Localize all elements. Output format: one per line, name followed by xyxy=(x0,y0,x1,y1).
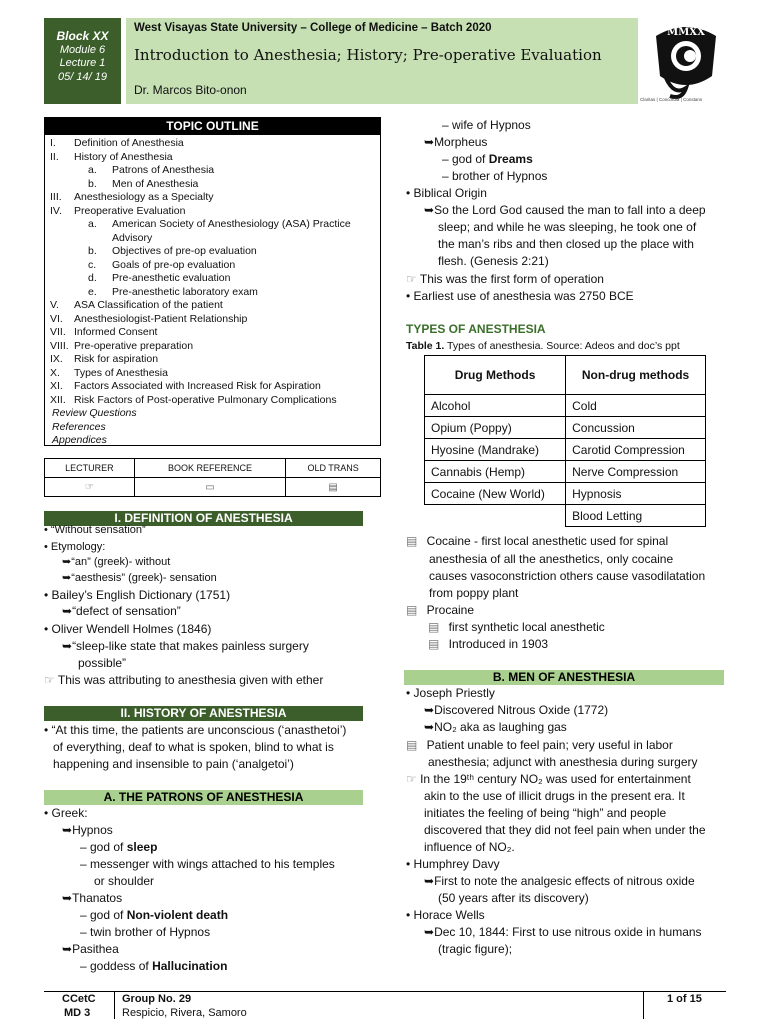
morpheus-desc-prefix: – god of xyxy=(442,152,489,166)
footer-divider xyxy=(44,991,726,992)
thanatos-desc-2: – twin brother of Hypnos xyxy=(80,925,211,939)
outline-item-label: ASA Classification of the patient xyxy=(74,299,223,311)
pasithea-label: Pasithea xyxy=(72,942,119,956)
legend-old-trans: OLD TRANS xyxy=(286,459,381,478)
pasithea-desc-prefix: – goddess of xyxy=(80,959,153,973)
morpheus-label: Morpheus xyxy=(434,135,488,149)
outline-item-number: XI. xyxy=(50,380,63,392)
arrow-icon: ➥ xyxy=(62,639,73,653)
outline-item-label: Pre-operative preparation xyxy=(74,339,194,352)
outline-item xyxy=(50,380,321,394)
table-row xyxy=(425,417,706,439)
outline-item-number: b. xyxy=(88,177,97,190)
outline-item-number: a. xyxy=(88,218,97,230)
no2-note-2: akin to the use of illicit drugs in the present era. It xyxy=(424,789,685,803)
davy-desc-1: First to note the analgesic effects of nitrous oxide xyxy=(434,874,695,888)
arrow-icon: ➥ xyxy=(62,823,73,837)
outline-item-number: III. xyxy=(50,191,62,203)
thanatos-desc-bold: Non-violent death xyxy=(126,908,229,922)
no2-note-4: discovered that they did not feel pain when under the xyxy=(424,823,706,837)
column-header-drug: Drug Methods xyxy=(425,356,566,395)
outline-item xyxy=(50,299,223,313)
table-caption-label: Table 1. xyxy=(406,340,445,352)
outline-item-label: Goals of pre-op evaluation xyxy=(112,258,236,271)
page-number: 1 of 15 xyxy=(667,993,702,1005)
table-cell xyxy=(425,505,566,527)
legend-book-reference: BOOK REFERENCE xyxy=(134,459,286,478)
arrow-icon: ➥ xyxy=(424,135,435,149)
wells-label: • Horace Wells xyxy=(406,908,485,922)
outline-item-number: I. xyxy=(50,137,56,149)
document-icon: ▤ xyxy=(428,620,443,634)
outline-item-label: Appendices xyxy=(52,434,107,446)
batch-logo-icon xyxy=(652,16,720,106)
outline-item-number: b. xyxy=(88,245,97,257)
footer-members: Respicio, Rivera, Samoro xyxy=(122,1007,247,1019)
table-cell: Hyosine (Mandrake) xyxy=(425,439,566,461)
outline-item xyxy=(50,353,158,367)
outline-item xyxy=(50,367,168,381)
holmes-quote-cont: possible” xyxy=(78,656,127,670)
outline-item xyxy=(50,137,184,151)
pasithea-desc-bold: Hallucination xyxy=(152,959,228,973)
table-row xyxy=(425,461,706,483)
ether-note: This was attributing to anesthesia given with ether xyxy=(57,673,324,687)
outline-item xyxy=(88,286,258,300)
wells-desc-2: (tragic figure); xyxy=(438,942,513,956)
cocaine-line-2: anesthesia of all the anesthetics, only cocaine xyxy=(429,552,674,566)
history-line-2: of everything, deaf to what is spoken, blind to what is xyxy=(53,740,334,754)
outline-item-number: II. xyxy=(50,150,59,163)
outline-item-number: IX. xyxy=(50,353,63,365)
genesis-line-2: sleep; and while he was sleeping, he took one of xyxy=(438,220,697,234)
thanatos-desc-prefix: – god of xyxy=(80,908,127,922)
genesis-line-4: flesh. (Genesis 2:21) xyxy=(438,254,549,268)
hand-pointer-icon: ☞ xyxy=(406,272,420,286)
column-header-nondrug: Non-drug methods xyxy=(566,356,706,395)
biblical-label: • Biblical Origin xyxy=(406,186,487,200)
logo-text: MMXX xyxy=(667,27,705,38)
outline-item-number: VII. xyxy=(50,326,66,338)
arrow-icon: ➥ xyxy=(424,925,435,939)
module-label: Module 6 xyxy=(59,43,106,56)
holmes-line: • Oliver Wendell Holmes (1846) xyxy=(44,622,212,636)
arrow-icon: ➥ xyxy=(62,604,73,618)
hypnos-desc-2: – messenger with wings attached to his temples xyxy=(80,857,335,871)
arrow-icon: ➥ xyxy=(424,703,435,717)
etymology-an: “an” (greek)- without xyxy=(71,556,171,568)
lecture-date: 05/ 14/ 19 xyxy=(58,70,107,83)
no2-note-1: In the 19ᵗʰ century NO₂ was used for entertainment xyxy=(420,772,691,786)
outline-item xyxy=(88,218,351,232)
table-row xyxy=(425,439,706,461)
document-icon: ▤ xyxy=(406,534,421,548)
arrow-icon: ➥ xyxy=(62,942,73,956)
first-operation-note: This was the first form of operation xyxy=(419,272,604,286)
outline-item-label: Anesthesiologist-Patient Relationship xyxy=(74,312,248,325)
table-cell: Concussion xyxy=(566,417,706,439)
outline-item-label: Anesthesiology as a Specialty xyxy=(74,191,214,203)
document-icon: ▤ xyxy=(428,637,443,651)
outline-item-label: Informed Consent xyxy=(74,326,158,338)
table-cell: Cold xyxy=(566,395,706,417)
holmes-quote: “sleep-like state that makes painless surgery xyxy=(72,639,309,653)
hypnos-desc-bold: sleep xyxy=(126,840,158,854)
outline-item-number: IV. xyxy=(50,204,62,217)
genesis-line-1: So the Lord God caused the man to fall into a deep xyxy=(434,203,706,217)
arrow-icon: ➥ xyxy=(62,572,72,584)
outline-item xyxy=(88,232,152,246)
outline-item xyxy=(52,434,107,448)
outline-item xyxy=(88,164,214,178)
outline-item-label: Pre-anesthetic laboratory exam xyxy=(112,285,258,298)
outline-item-number: d. xyxy=(88,272,97,284)
hand-pointer-icon: ☞ xyxy=(84,481,94,493)
outline-item-label: Factors Associated with Increased Risk for Aspiration xyxy=(74,380,321,392)
table-cell: Cannabis (Hemp) xyxy=(425,461,566,483)
outline-item xyxy=(88,272,231,286)
logo-caption: Claritas | Concordia | Constans xyxy=(640,97,703,102)
pasithea-desc-2: – wife of Hypnos xyxy=(442,118,531,132)
table-cell: Carotid Compression xyxy=(566,439,706,461)
document-icon: ▤ xyxy=(406,738,421,752)
outline-item xyxy=(50,326,157,340)
outline-item-label: Risk for aspiration xyxy=(74,353,159,365)
outline-item-label: Risk Factors of Post-operative Pulmonary Complications xyxy=(74,393,337,406)
page-title: Introduction to Anesthesia; History; Pre-operative Evaluation xyxy=(134,46,602,64)
greek-label: • Greek: xyxy=(44,806,88,820)
outline-item-label: Men of Anesthesia xyxy=(112,177,199,190)
section-definition-header: I. DEFINITION OF ANESTHESIA xyxy=(44,511,363,526)
bailey-line: • Bailey’s English Dictionary (1751) xyxy=(44,588,231,602)
table-row xyxy=(425,505,706,527)
cocaine-line-3: causes vasoconstriction others cause vasodilatation xyxy=(429,569,706,583)
outline-item-number: e. xyxy=(88,285,97,298)
outline-item-label: Preoperative Evaluation xyxy=(74,204,186,217)
cocaine-line-1: Cocaine - first local anesthetic used for spinal xyxy=(426,534,669,548)
block-info-box xyxy=(44,18,121,104)
outline-item xyxy=(50,340,193,354)
types-heading: TYPES OF ANESTHESIA xyxy=(406,322,546,336)
outline-item-label: Types of Anesthesia xyxy=(74,366,168,379)
footer-md: MD 3 xyxy=(64,1007,91,1019)
footer-group: Group No. 29 xyxy=(122,993,192,1005)
table-row xyxy=(425,395,706,417)
arrow-icon: ➥ xyxy=(424,720,435,734)
outline-item-label: Review Questions xyxy=(52,407,137,419)
procaine-desc-1: first synthetic local anesthetic xyxy=(448,620,605,634)
outline-item-label: American Society of Anesthesiology (ASA) Practice xyxy=(112,218,351,230)
university-line: West Visayas State University – College of Medicine – Batch 2020 xyxy=(134,22,492,34)
priestly-label: • Joseph Priestly xyxy=(406,686,495,700)
section-men-header: B. MEN OF ANESTHESIA xyxy=(404,670,724,685)
hand-pointer-icon: ☞ xyxy=(406,772,421,786)
table-row xyxy=(425,483,706,505)
topic-outline xyxy=(44,117,381,446)
hypnos-desc-3: or shoulder xyxy=(94,874,155,888)
document-icon: ▤ xyxy=(406,603,421,617)
priestly-desc-2: NO₂ aka as laughing gas xyxy=(434,720,567,734)
outline-item xyxy=(50,313,247,327)
hand-pointer-icon: ☞ xyxy=(44,673,58,687)
arrow-icon: ➥ xyxy=(424,874,435,888)
section-patrons-header: A. THE PATRONS OF ANESTHESIA xyxy=(44,790,363,805)
table-cell: Blood Letting xyxy=(566,505,706,527)
outline-item-number: V. xyxy=(50,299,59,311)
table-caption: Types of anesthesia. Source: Adeos and doc’s ppt xyxy=(444,340,680,352)
topic-outline-title: TOPIC OUTLINE xyxy=(45,118,380,135)
outline-item xyxy=(50,191,214,205)
arrow-icon: ➥ xyxy=(424,203,435,217)
patient-line-1: Patient unable to feel pain; very useful in labor xyxy=(426,738,673,752)
etymology-label: • Etymology: xyxy=(44,541,106,553)
davy-desc-2: (50 years after its discovery) xyxy=(438,891,589,905)
procaine-desc-2: Introduced in 1903 xyxy=(448,637,549,651)
morpheus-desc-2: – brother of Hypnos xyxy=(442,169,548,183)
outline-item xyxy=(88,245,257,259)
earliest-use-line: • Earliest use of anesthesia was 2750 BCE xyxy=(406,289,634,303)
outline-item-label: Objectives of pre-op evaluation xyxy=(112,245,257,257)
lecture-label: Lecture 1 xyxy=(59,57,106,69)
hypnos-label: Hypnos xyxy=(72,823,113,837)
outline-item-number: X. xyxy=(50,366,60,379)
table-cell: Opium (Poppy) xyxy=(425,417,566,439)
outline-item-label: References xyxy=(52,420,106,433)
outline-item xyxy=(50,394,337,408)
procaine-label: Procaine xyxy=(426,603,475,617)
reference-legend-table xyxy=(44,458,381,497)
book-icon: ▭ xyxy=(205,481,215,493)
outline-item-number: VI. xyxy=(50,312,63,325)
outline-item-label: History of Anesthesia xyxy=(74,150,173,163)
block-label: Block XX xyxy=(56,29,109,43)
table-cell: Nerve Compression xyxy=(566,461,706,483)
no2-note-5: influence of NO₂. xyxy=(424,840,515,854)
outline-item xyxy=(52,421,106,435)
arrow-icon: ➥ xyxy=(62,891,73,905)
history-line-1: • “At this time, the patients are unconscious (‘anasthetoi’) xyxy=(44,723,347,737)
section-history-header: II. HISTORY OF ANESTHESIA xyxy=(44,706,363,721)
hypnos-desc-prefix: – god of xyxy=(80,840,127,854)
davy-label: • Humphrey Davy xyxy=(406,857,500,871)
history-line-3: happening and insensible to pain (‘analgetoi’) xyxy=(53,757,294,771)
outline-item-label: Patrons of Anesthesia xyxy=(112,164,215,176)
table-cell: Alcohol xyxy=(425,395,566,417)
outline-item xyxy=(88,178,198,192)
outline-item-number: VIII. xyxy=(50,339,69,352)
outline-item-number: a. xyxy=(88,164,97,176)
outline-item xyxy=(88,259,235,273)
outline-item-label: Advisory xyxy=(112,231,153,244)
patient-line-2: anesthesia; adjunct with anesthesia during surgery xyxy=(428,755,698,769)
outline-item-label: Pre-anesthetic evaluation xyxy=(112,272,231,284)
definition-line: • “Without sensation” xyxy=(44,524,146,536)
outline-item xyxy=(52,407,137,421)
wells-desc-1: Dec 10, 1844: First to use nitrous oxide in humans xyxy=(434,925,702,939)
document-icon: ▤ xyxy=(328,481,338,493)
outline-item xyxy=(50,205,186,219)
etymology-aesthesis: “aesthesis” (greek)- sensation xyxy=(71,572,217,584)
table-cell: Cocaine (New World) xyxy=(425,483,566,505)
outline-item-number: XII. xyxy=(50,393,66,406)
outline-item xyxy=(50,151,173,165)
arrow-icon: ➥ xyxy=(62,556,72,568)
priestly-desc-1: Discovered Nitrous Oxide (1772) xyxy=(434,703,609,717)
outline-item-label: Definition of Anesthesia xyxy=(74,137,184,149)
table-cell: Hypnosis xyxy=(566,483,706,505)
bailey-quote: “defect of sensation” xyxy=(72,604,181,618)
lecturer-name: Dr. Marcos Bito-onon xyxy=(134,83,247,97)
footer-ccetc: CCetC xyxy=(62,993,96,1005)
legend-lecturer: LECTURER xyxy=(45,459,135,478)
thanatos-label: Thanatos xyxy=(72,891,123,905)
outline-item-number: c. xyxy=(88,258,97,271)
no2-note-3: initiates the feeling of being “high” and people xyxy=(424,806,667,820)
types-table xyxy=(424,355,706,527)
cocaine-line-4: from poppy plant xyxy=(429,586,519,600)
morpheus-desc-bold: Dreams xyxy=(488,152,533,166)
genesis-line-3: the man’s ribs and then closed up the place with xyxy=(438,237,694,251)
